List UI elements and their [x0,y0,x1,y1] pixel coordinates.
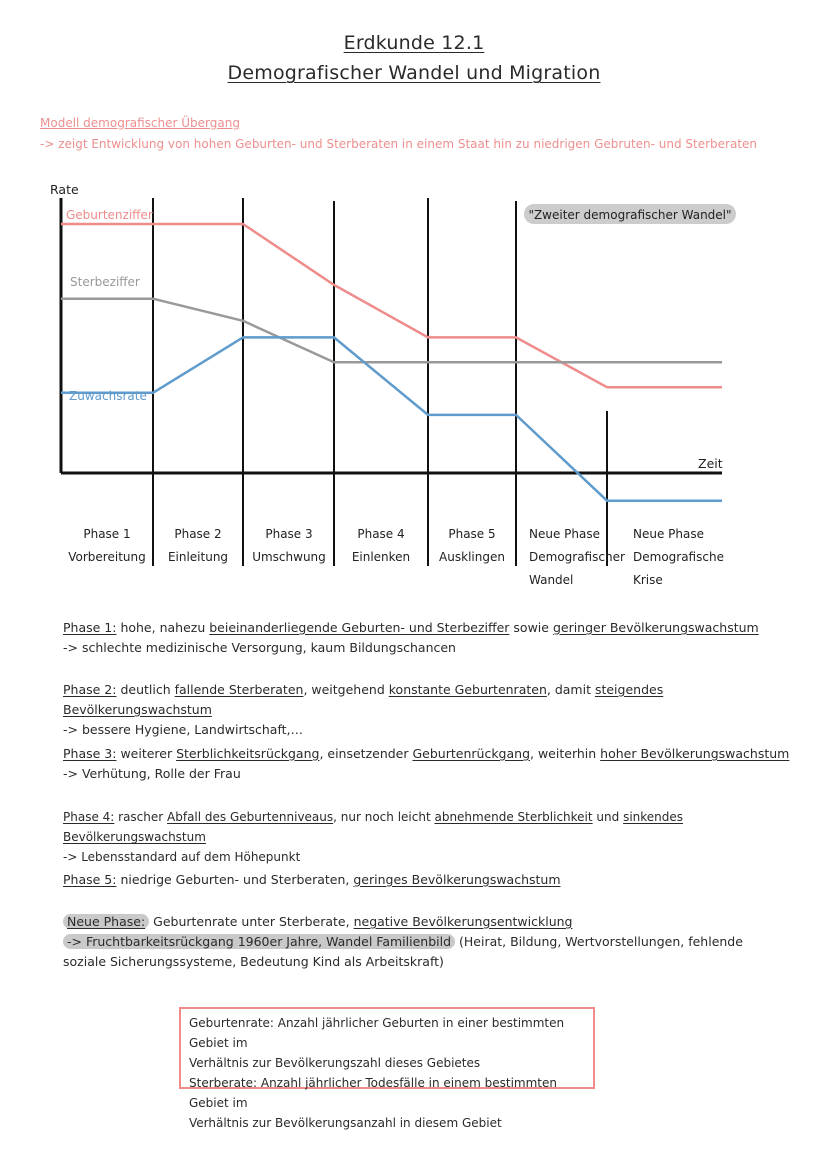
phase3-text: weiterer [116,746,177,761]
phase-label-6-line3: Wandel [529,573,574,587]
new-phase-rest: (Heirat, Bildung, Wertvorstellungen, fehlende soziale Sicherungssysteme, Bedeutung Kind als Arbeitskraft) [63,934,743,969]
page-subtitle: Demografischer Wandel und Migration [227,62,601,84]
definition-death-rate: Sterberate: Anzahl jährlicher Todesfälle in einem bestimmten Gebiet im [189,1076,557,1110]
phase-label-7-line2: Demografische [633,550,724,564]
series-label-sterbeziffer: Sterbeziffer [70,275,140,289]
phase1-paragraph [63,618,793,658]
phase5-underline: geringes Bevölkerungswachstum [353,872,561,887]
phase1-label: Phase 1: [63,620,117,635]
phase3-underline: Geburtenrückgang [412,746,531,761]
sterbeziffer-line [61,299,722,363]
phase4-label: Phase 4: [63,810,115,824]
phase4-paragraph [63,807,803,867]
annotation-text: "Zweiter demografischer Wandel" [528,208,732,222]
phase3-underline: hoher Bevölkerungswachstum [600,746,790,761]
phase2-label: Phase 2: [63,682,117,697]
phase4-underline: Abfall des Geburtenniveaus [167,810,334,824]
phase4-text: , nur noch leicht [333,810,435,824]
phase5-text: niedrige Geburten- und Sterberaten, [116,872,354,887]
phase-label-5-line1: Phase 5 [448,527,496,541]
phase3-text: , weiterhin [530,746,601,761]
series-label-geburtenziffer: Geburtenziffer [66,208,153,222]
phase2-text: deutlich [116,682,175,697]
phase4-underline: abnehmende Sterblichkeit [434,810,593,824]
phase4-note: -> Lebensstandard auf dem Höhepunkt [63,850,301,864]
phase2-underline: konstante Geburtenraten [388,682,547,697]
new-phase-text: Geburtenrate unter Sterberate, [149,914,354,929]
chart-frame [61,198,736,566]
definition-birth-rate: Geburtenrate: Anzahl jährlicher Geburten in einer bestimmten Gebiet im [189,1016,565,1050]
phase3-paragraph [63,744,793,784]
phase2-paragraph [63,680,793,740]
definition-birth-rate-cont: Verhältnis zur Bevölkerungszahl dieses Gebietes [189,1056,481,1070]
phase-label-7-line3: Krise [633,573,663,587]
series-label-zuwachsrate: Zuwachsrate [69,389,147,403]
new-phase-highlight: -> Fruchtbarkeitsrückgang 1960er Jahre, Wandel Familienbild [63,934,455,949]
phase1-text: hohe, nahezu [116,620,210,635]
phase4-text: und [592,810,624,824]
page-title: Erdkunde 12.1 [343,32,485,54]
phase-label-1-line1: Phase 1 [83,527,131,541]
new-phase-paragraph [63,912,763,972]
phase-label-2-line2: Einleitung [167,550,229,564]
phase1-underline: beieinanderliegende Geburten- und Sterbeziffer [209,620,510,635]
phase3-note: -> Verhütung, Rolle der Frau [63,766,241,781]
phase-labels [68,527,724,587]
phase-label-3-line1: Phase 3 [265,527,313,541]
phase-label-2-line1: Phase 2 [174,527,222,541]
model-description: -> zeigt Entwicklung von hohen Geburten- und Sterberaten in einem Staat hin zu niedrigen Gebruten- und Sterberaten [40,137,758,151]
phase2-underline: fallende Sterberaten [174,682,304,697]
series-layer [61,224,722,501]
phase2-text: , damit [546,682,595,697]
phase3-label: Phase 3: [63,746,117,761]
definition-death-rate-cont: Verhältnis zur Bevölkerungsanzahl in diesem Gebiet [189,1116,502,1130]
definition-box [179,1007,595,1130]
x-axis-label: Zeit [698,456,723,471]
phase2-underline: steigendes Bevölkerungswachstum [63,682,664,717]
phase-label-7-line1: Neue Phase [633,527,704,541]
phase3-text: , einsetzender [319,746,413,761]
phase1-note: -> schlechte medizinische Versorgung, kaum Bildungschancen [63,640,456,655]
phase4-underline: sinkendes Bevölkerungswachstum [63,810,684,844]
model-heading: Modell demografischer Übergang [40,116,240,130]
phase2-note: -> bessere Hygiene, Landwirtschaft,… [63,722,304,737]
phase5-label: Phase 5: [63,872,117,887]
phase-label-4-line2: Einlenken [351,550,411,564]
phase-label-6-line1: Neue Phase [529,527,600,541]
phase-label-6-line2: Demografischer [529,550,625,564]
new-phase-label: Neue Phase: [63,914,149,929]
phase-label-3-line2: Umschwung [252,550,326,564]
new-phase-underline: negative Bevölkerungsentwicklung [353,914,573,929]
phase1-text: sowie [509,620,553,635]
demographic-transition-chart [0,176,828,596]
phase1-underline: geringer Bevölkerungswachstum [552,620,759,635]
phase2-text: , weitgehend [303,682,389,697]
phase5-paragraph [63,870,793,890]
phase-label-4-line1: Phase 4 [357,527,405,541]
phase-label-5-line2: Ausklingen [439,550,505,564]
y-axis-label: Rate [50,182,79,197]
phase4-text: rascher [114,810,168,824]
phase3-underline: Sterblichkeitsrückgang [176,746,320,761]
phase-label-1-line2: Vorbereitung [68,550,146,564]
